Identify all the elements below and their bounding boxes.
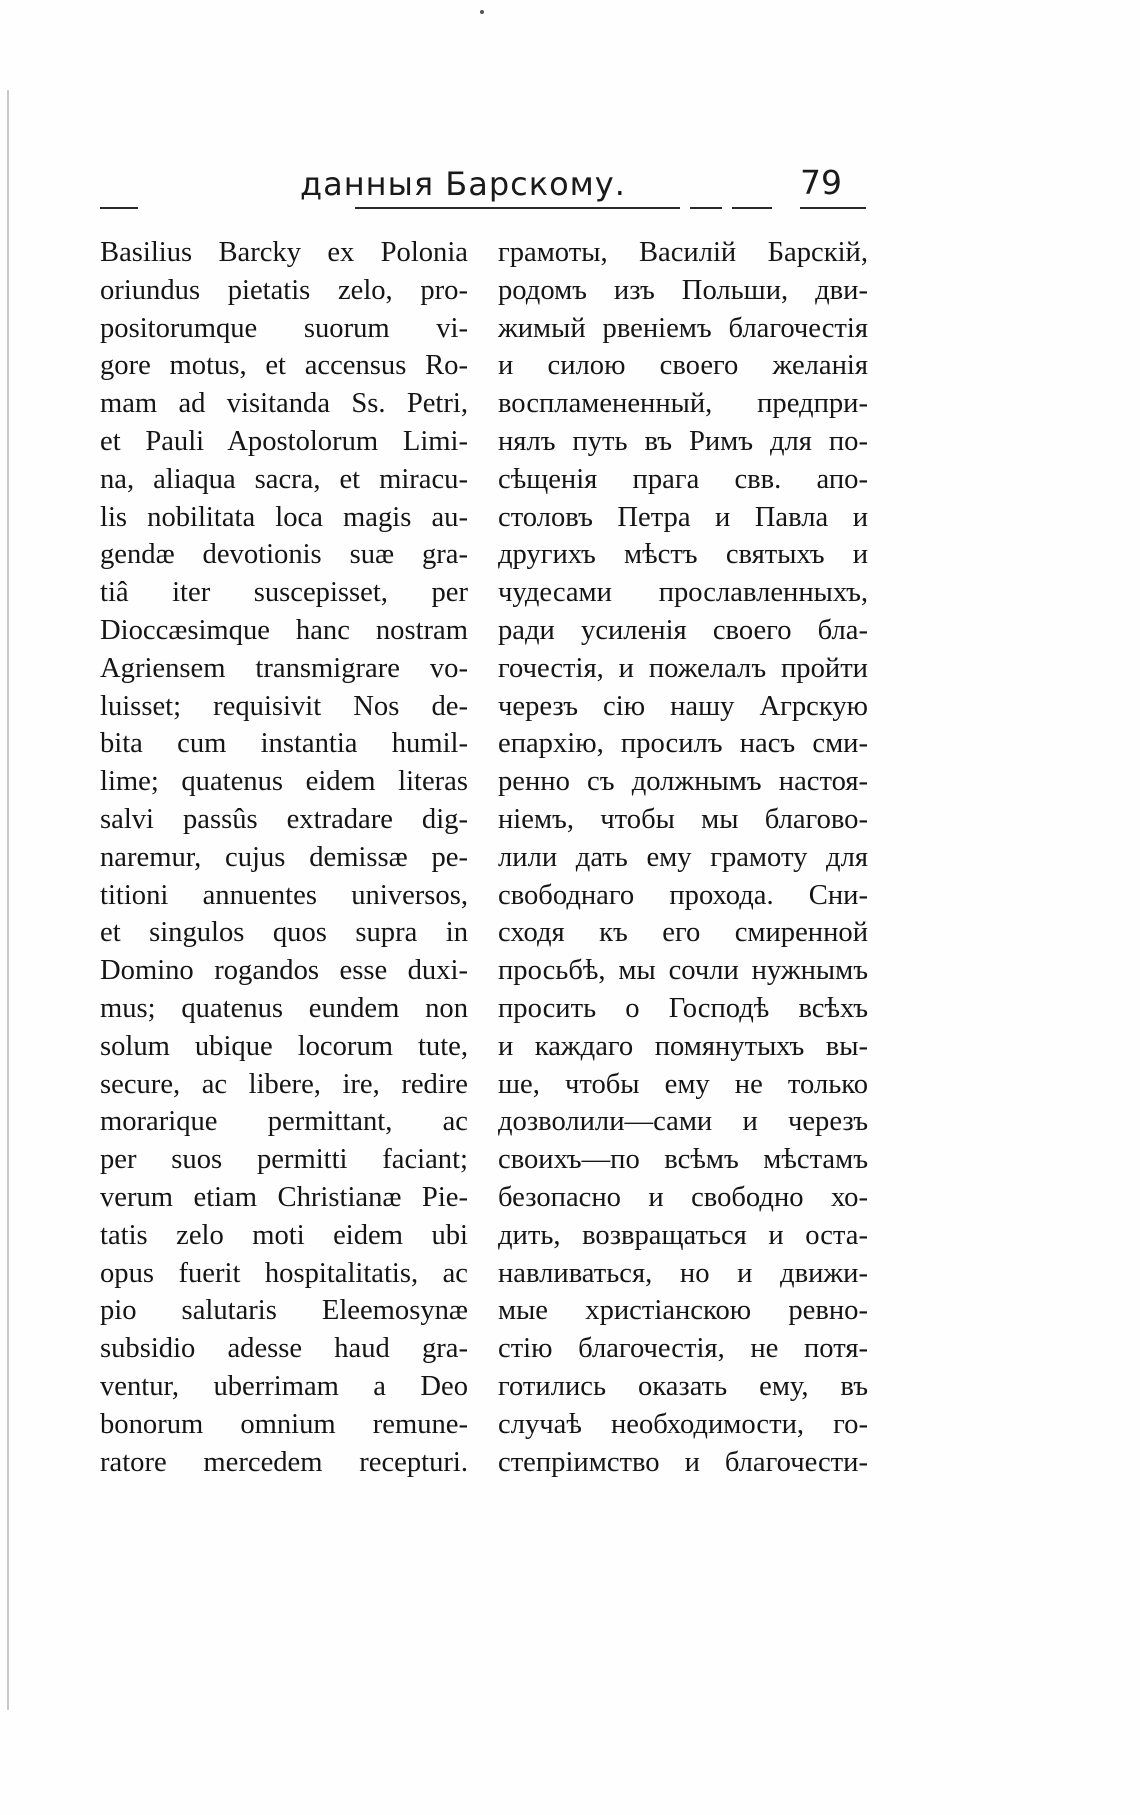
latin-text-line: mam ad visitanda Ss. Petri, xyxy=(100,388,468,420)
russian-text-line: дить, возвращаться и оста- xyxy=(498,1219,868,1251)
latin-text-line: lime; quatenus eidem literas xyxy=(100,766,468,798)
russian-text-line: сходя къ его смиренной xyxy=(498,917,868,949)
russian-text-line: другихъ мѣстъ святыхъ и xyxy=(498,539,868,571)
latin-text-line: titioni annuentes universos, xyxy=(100,879,468,911)
latin-text-line: et singulos quos supra in xyxy=(100,917,468,949)
russian-text-line: своихъ—по всѣмъ мѣстамъ xyxy=(498,1144,868,1176)
russian-text-line: мые христіанскою ревно- xyxy=(498,1295,868,1327)
russian-text-line: стію благочестія, не потя- xyxy=(498,1333,868,1365)
header-rule-segment xyxy=(100,207,138,209)
header-rule-segment xyxy=(732,207,772,209)
latin-text-line: Dioccæsimque hanc nostram xyxy=(100,614,468,646)
latin-text-line: per suos permitti faciant; xyxy=(100,1144,468,1176)
latin-text-line: verum etiam Christianæ Pie- xyxy=(100,1181,468,1213)
latin-text-line: pio salutaris Eleemosynæ xyxy=(100,1295,468,1327)
latin-text-line: naremur, cujus demissæ pe- xyxy=(100,841,468,873)
russian-text-line: дозволили—сами и черезъ xyxy=(498,1106,868,1138)
russian-text-line: готились оказать ему, въ xyxy=(498,1370,868,1402)
latin-text-line: secure, ac libere, ire, redire xyxy=(100,1068,468,1100)
latin-text-line: mus; quatenus eundem non xyxy=(100,992,468,1024)
russian-column xyxy=(498,234,868,1481)
latin-text-line: tiâ iter suscepisset, per xyxy=(100,577,468,609)
latin-text-line: opus fuerit hospitalitatis, ac xyxy=(100,1257,468,1289)
latin-text-line: Domino rogandos esse duxi- xyxy=(100,955,468,987)
russian-text-line: черезъ сію нашу Агрскую xyxy=(498,690,868,722)
latin-text-line: salvi passûs extradare dig- xyxy=(100,803,468,835)
russian-text-line: ше, чтобы ему не только xyxy=(498,1068,868,1100)
russian-text-line: грамоты, Василій Барскій, xyxy=(498,237,868,268)
latin-text-line: lis nobilitata loca magis au- xyxy=(100,501,468,533)
russian-text-line: просить о Господѣ всѣхъ xyxy=(498,992,868,1024)
ink-speck xyxy=(480,10,484,14)
russian-text-line: воспламененный, предпри- xyxy=(498,388,868,420)
russian-text-line: ради усиленія своего бла- xyxy=(498,614,868,646)
latin-text-line: Basilius Barcky ex Polonia xyxy=(100,237,468,268)
latin-text-line: morarique permittant, ac xyxy=(100,1106,468,1138)
russian-text-line: сѣщенія прага свв. апо- xyxy=(498,463,868,495)
latin-text-line: tatis zelo moti eidem ubi xyxy=(100,1219,468,1251)
russian-text-line: свободнаго прохода. Сни- xyxy=(498,879,868,911)
running-head: данныя Барскому. xyxy=(300,165,626,203)
russian-text-line: епархію, просилъ насъ сми- xyxy=(498,728,868,760)
russian-text-line: просьбѣ, мы сочли нужнымъ xyxy=(498,955,868,987)
russian-text-line: лили дать ему грамоту для xyxy=(498,841,868,873)
latin-text-line: positorumque suorum vi- xyxy=(100,312,468,344)
russian-text-line: и каждаго помянутыхъ вы- xyxy=(498,1030,868,1062)
header-rule xyxy=(355,207,680,209)
page-edge-shadow xyxy=(7,90,9,1710)
latin-text-line: luisset; requisivit Nos de- xyxy=(100,690,468,722)
russian-text-line: навливаться, но и движи- xyxy=(498,1257,868,1289)
latin-column xyxy=(100,234,468,1481)
russian-text-line: ренно съ должнымъ настоя- xyxy=(498,766,868,798)
russian-text-line: ніемъ, чтобы мы благово- xyxy=(498,803,868,835)
latin-text-line: et Pauli Apostolorum Limi- xyxy=(100,425,468,457)
latin-text-line: bita cum instantia humil- xyxy=(100,728,468,760)
latin-text-line: bonorum omnium remune- xyxy=(100,1408,468,1440)
russian-text-line: чудесами прославленныхъ, xyxy=(498,577,868,609)
russian-text-line: столовъ Петра и Павла и xyxy=(498,501,868,533)
latin-text-line: gore motus, et accensus Ro- xyxy=(100,350,468,382)
latin-text-line: ventur, uberrimam a Deo xyxy=(100,1370,468,1402)
page-number: 79 xyxy=(800,163,842,202)
russian-text-line: и силою своего желанія xyxy=(498,350,868,382)
latin-text-line: na, aliaqua sacra, et miracu- xyxy=(100,463,468,495)
header-rule-segment xyxy=(690,207,722,209)
latin-text-line: subsidio adesse haud gra- xyxy=(100,1333,468,1365)
latin-text-line: gendæ devotionis suæ gra- xyxy=(100,539,468,571)
latin-text-line: ratore mercedem recepturi. xyxy=(100,1446,468,1478)
latin-text-line: Agriensem transmigrare vo- xyxy=(100,652,468,684)
russian-text-line: жимый рвеніемъ благочестія xyxy=(498,312,868,344)
russian-text-line: нялъ путь въ Римъ для по- xyxy=(498,425,868,457)
russian-text-line: родомъ изъ Польши, дви- xyxy=(498,274,868,306)
russian-text-line: степріимство и благочести- xyxy=(498,1446,868,1478)
russian-text-line: гочестія, и пожелалъ пройти xyxy=(498,652,868,684)
russian-text-line: безопасно и свободно хо- xyxy=(498,1181,868,1213)
latin-text-line: oriundus pietatis zelo, pro- xyxy=(100,274,468,306)
latin-text-line: solum ubique locorum tute, xyxy=(100,1030,468,1062)
header-rule-segment xyxy=(800,207,866,209)
russian-text-line: случаѣ необходимости, го- xyxy=(498,1408,868,1440)
